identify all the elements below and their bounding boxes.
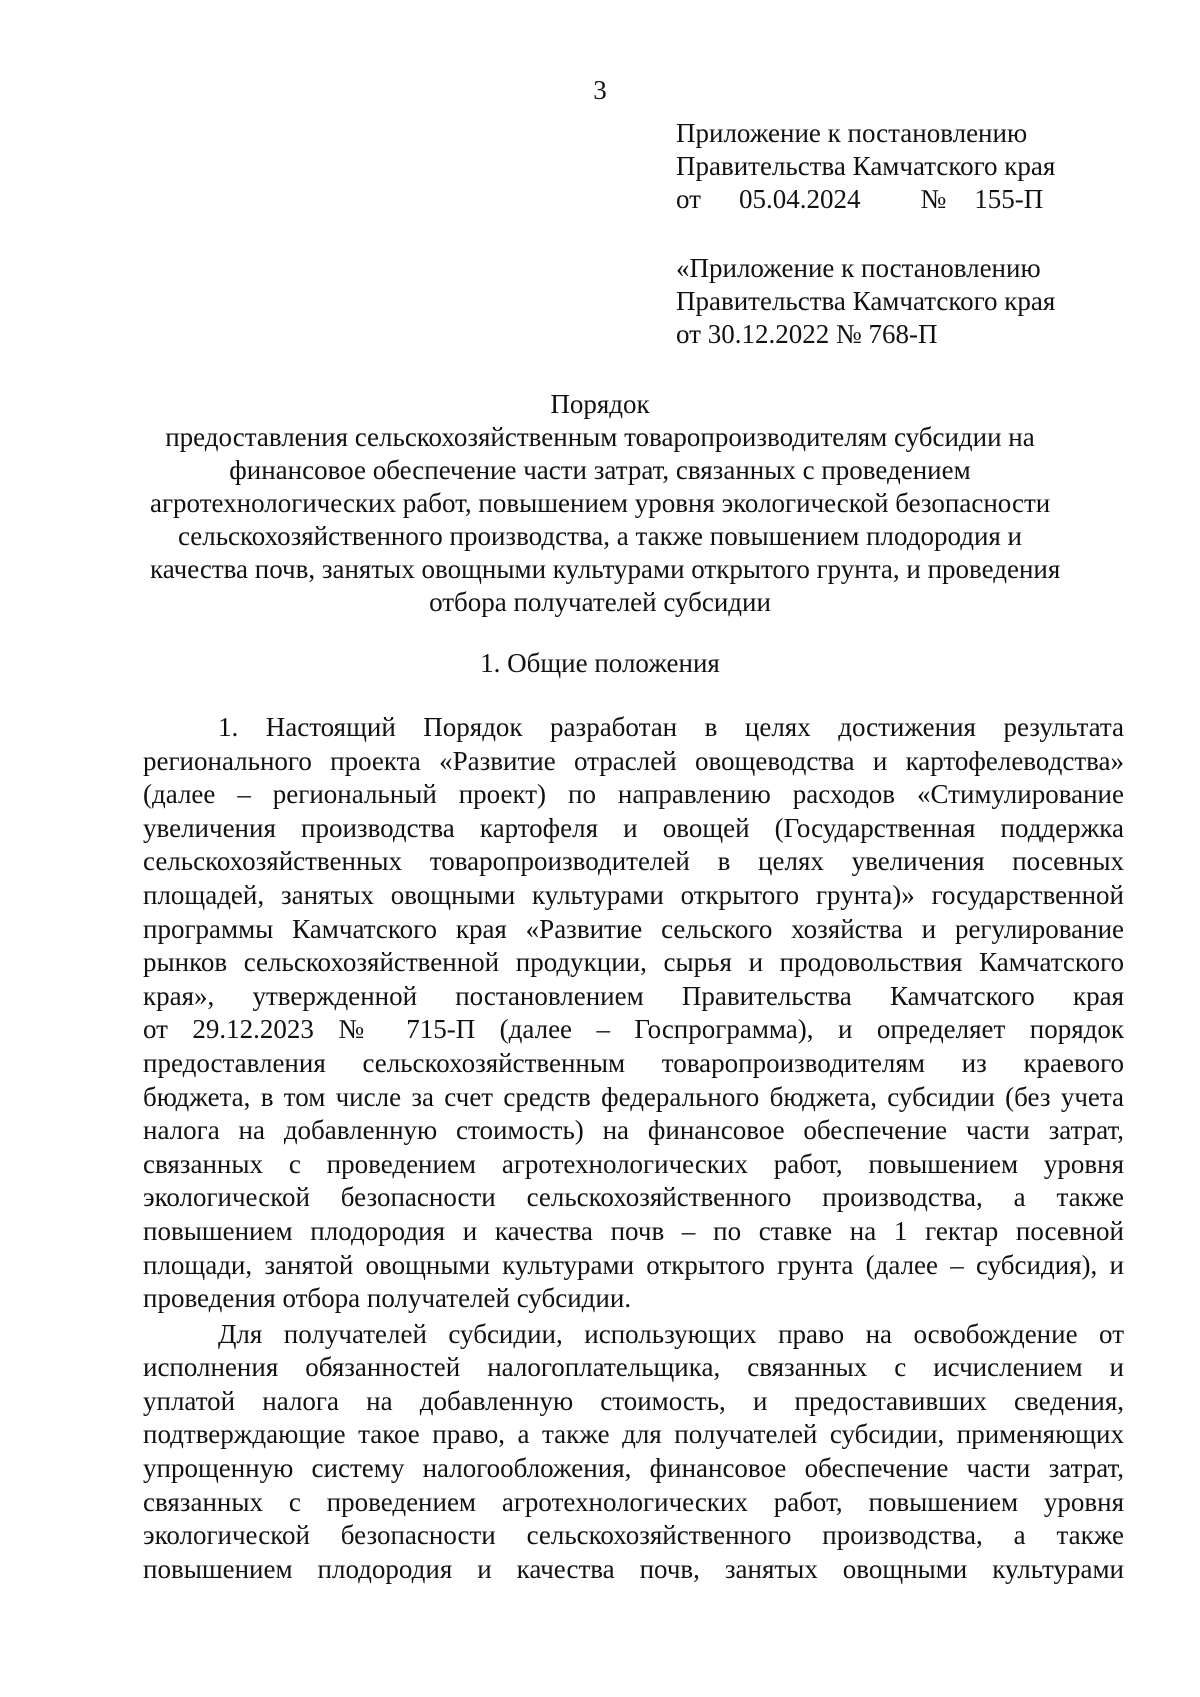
text-line: увеличения производства картофеля и овощей (Государственная поддержка	[143, 812, 1124, 843]
approval-line: Приложение к постановлению	[676, 118, 1028, 148]
text-line: (далее – региональный проект) по направлению расходов «Стимулирование	[143, 779, 1124, 810]
text-line: программы Камчатского края «Развитие сельского хозяйства и регулирование	[143, 913, 1124, 944]
approval-stamp-original	[676, 252, 1055, 351]
title-line: качества почв, занятых овощными культурами открытого грунта, и проведения	[150, 554, 1061, 584]
body-text	[143, 711, 1124, 1586]
text-line: 1. Настоящий Порядок разработан в целях достижения результата	[218, 712, 1124, 742]
text-line: экологической безопасности сельскохозяйственного производства, а также	[143, 1520, 1124, 1551]
text-line: экологической безопасности сельскохозяйственного производства, а также	[143, 1182, 1124, 1213]
text-line: проведения отбора получателей субсидии.	[143, 1283, 632, 1314]
title-line: отбора получателей субсидии	[429, 587, 771, 617]
approval-stamp-current	[676, 117, 1055, 216]
approval-line: Правительства Камчатского края	[676, 286, 1056, 316]
approval-line: от 30.12.2022 № 768-П	[676, 319, 938, 349]
title-line: финансовое обеспечение части затрат, связанных с проведением	[229, 455, 971, 485]
title-line: предоставления сельскохозяйственным товаропроизводителям субсидии на	[165, 422, 1035, 452]
text-line: регионального проекта «Развитие отраслей овощеводства и картофелеводства»	[143, 745, 1124, 776]
text-line: налога на добавленную стоимость) на финансовое обеспечение части затрат,	[143, 1115, 1124, 1146]
text-line: сельскохозяйственных товаропроизводителей в целях увеличения посевных	[143, 846, 1124, 877]
paragraph-1	[143, 711, 1124, 1316]
text-line: рынков сельскохозяйственной продукции, сырья и продовольствия Камчатского	[143, 947, 1124, 978]
title-line: сельскохозяйственного производства, а также повышением плодородия и	[177, 521, 1023, 551]
document-title	[150, 388, 1061, 619]
text-line: упрощенную систему налогообложения, финансовое обеспечение части затрат,	[143, 1453, 1124, 1484]
text-line: исполнения обязанностей налогоплательщика, связанных с исчислением и	[143, 1352, 1124, 1383]
page-number: 3	[593, 75, 607, 105]
approval-number: 155-П	[974, 184, 1044, 214]
text-line: Для получателей субсидии, использующих право на освобождение от	[218, 1318, 1124, 1349]
title-line: агротехнологических работ, повышением уровня экологической безопасности	[150, 488, 1051, 518]
text-line: края», утвержденной постановлением Правительства Камчатского края	[143, 980, 1124, 1011]
text-line: повышением плодородия и качества почв – по ставке на 1 гектар посевной	[143, 1215, 1124, 1246]
section-heading: 1. Общие положения	[480, 648, 720, 678]
title-heading: Порядок	[550, 389, 650, 419]
text-line: уплатой налога на добавленную стоимость, и предоставивших сведения,	[143, 1385, 1124, 1416]
text-line: связанных с проведением агротехнологических работ, повышением уровня	[143, 1486, 1124, 1517]
number-sign: №	[920, 184, 947, 214]
paragraph-2	[143, 1318, 1124, 1587]
text-line: подтверждающие такое право, а также для получателей субсидии, применяющих	[143, 1419, 1124, 1450]
approval-date: 05.04.2024	[738, 184, 861, 214]
text-line: площадей, занятых овощными культурами открытого грунта)» государственной	[143, 879, 1124, 910]
text-line: бюджета, в том числе за счет средств федерального бюджета, субсидии (без учета	[143, 1081, 1124, 1112]
approval-date-number-line	[676, 183, 1055, 216]
text-line: предоставления сельскохозяйственным товаропроизводителям из краевого	[143, 1047, 1124, 1078]
approval-line: «Приложение к постановлению	[676, 253, 1041, 283]
text-line: связанных с проведением агротехнологических работ, повышением уровня	[143, 1148, 1124, 1179]
from-label: от	[676, 184, 701, 214]
text-line: площади, занятой овощными культурами открытого грунта (далее – субсидия), и	[143, 1249, 1124, 1280]
text-line: от 29.12.2023 № 715-П (далее – Госпрограмма), и определяет порядок	[143, 1014, 1124, 1045]
approval-line: Правительства Камчатского края	[676, 151, 1056, 181]
text-line: повышением плодородия и качества почв, занятых овощными культурами	[143, 1553, 1124, 1584]
